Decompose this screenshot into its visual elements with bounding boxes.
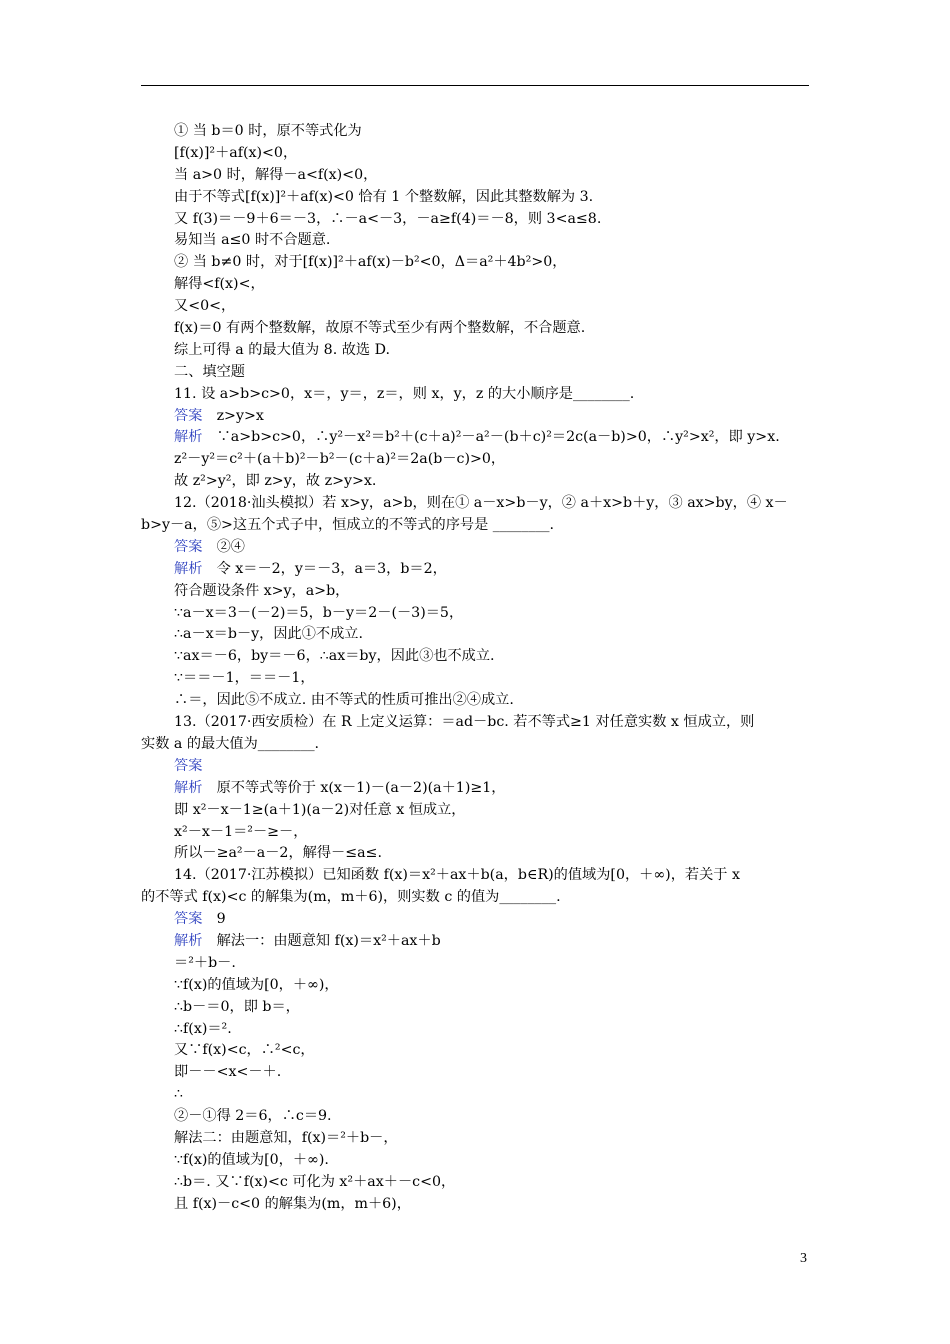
line-text: 易知当 a≤0 时不合题意. bbox=[174, 232, 331, 249]
line-text: ∴a－x＝b－y，因此①不成立. bbox=[174, 626, 363, 643]
line-text: ②④ bbox=[216, 538, 245, 555]
text-line bbox=[141, 209, 811, 231]
text-line bbox=[141, 1084, 811, 1106]
text-line bbox=[141, 493, 811, 515]
line-text: 14.（2017·江苏模拟）已知函数 f(x)＝x²＋ax＋b(a，b∈R)的值域为[0，＋∞)，若关于 x bbox=[174, 867, 740, 884]
text-line bbox=[141, 340, 811, 362]
line-text: 所以－≥a²－a－2，解得－≤a≤. bbox=[174, 845, 382, 862]
text-line bbox=[141, 362, 811, 384]
answer-tag: 答案 bbox=[174, 757, 203, 774]
text-line bbox=[141, 975, 811, 997]
line-text: f(x)＝0 有两个整数解，故原不等式至少有两个整数解，不合题意. bbox=[174, 320, 586, 337]
text-line bbox=[141, 1172, 811, 1194]
line-text: 解法二：由题意知，f(x)＝²＋b－， bbox=[174, 1129, 398, 1146]
line-text: 又<0<， bbox=[174, 298, 236, 315]
text-line bbox=[141, 603, 811, 625]
text-line bbox=[141, 230, 811, 252]
line-text: 解法一：由题意知 f(x)＝x²＋ax＋b bbox=[216, 932, 441, 949]
line-text: 即－－<x<－＋. bbox=[174, 1064, 282, 1081]
line-text: ① 当 b＝0 时，原不等式化为 bbox=[174, 123, 362, 139]
text-line bbox=[141, 756, 811, 778]
answer-tag: 解析 bbox=[174, 560, 203, 577]
text-line bbox=[141, 931, 811, 953]
text-line bbox=[141, 1019, 811, 1041]
answer-tag: 解析 bbox=[174, 429, 203, 446]
line-text: ∴ bbox=[174, 1086, 184, 1103]
line-text: ∴＝，因此⑤不成立. 由不等式的性质可推出②④成立. bbox=[174, 692, 514, 709]
text-line bbox=[141, 865, 811, 887]
line-text: ∵f(x)的值域为[0，＋∞). bbox=[174, 1151, 329, 1168]
line-text: ＝²＋b－. bbox=[174, 954, 236, 971]
line-text: 符合题设条件 x>y，a>b， bbox=[174, 582, 350, 599]
line-text: 由于不等式[f(x)]²＋af(x)<0 恰有 1 个整数解，因此其整数解为 3. bbox=[174, 188, 594, 205]
line-text: 9 bbox=[216, 911, 226, 928]
line-text: 令 x＝－2，y＝－3，a＝3，b＝2， bbox=[216, 560, 447, 577]
text-line bbox=[141, 646, 811, 668]
line-text: ∵ax＝－6，by＝－6，∴ax＝by，因此③也不成立. bbox=[174, 648, 495, 665]
document-body bbox=[141, 121, 811, 1216]
text-line bbox=[141, 1062, 811, 1084]
line-text: b>y－a，⑤>这五个式子中，恒成立的不等式的序号是 ________. bbox=[141, 517, 555, 534]
line-text: 解得<f(x)<， bbox=[174, 276, 265, 293]
text-line bbox=[141, 449, 811, 471]
line-text: 综上可得 a 的最大值为 8. 故选 D. bbox=[174, 341, 390, 358]
answer-tag: 解析 bbox=[174, 779, 203, 796]
page-number: 3 bbox=[800, 1251, 807, 1266]
line-text: ∴b＝. 又∵f(x)<c 可化为 x²＋ax＋－c<0， bbox=[174, 1173, 456, 1190]
line-text: 13.（2017·西安质检）在 R 上定义运算：＝ad－bc. 若不等式≥1 对任意实数 x 恒成立，则 bbox=[174, 714, 755, 731]
line-text: 又∵f(x)<c，∴²<c， bbox=[174, 1042, 315, 1059]
text-line bbox=[141, 471, 811, 493]
text-line bbox=[141, 1128, 811, 1150]
text-line bbox=[141, 822, 811, 844]
line-text: x²－x－1＝²－≥－， bbox=[174, 823, 308, 840]
line-text: ∵a－x＝3－(－2)＝5，b－y＝2－(－3)＝5， bbox=[174, 604, 464, 621]
line-text: 实数 a 的最大值为________. bbox=[141, 735, 320, 752]
text-line bbox=[141, 734, 811, 756]
text-line bbox=[141, 1040, 811, 1062]
line-text: z²－y²＝c²＋(a＋b)²－b²－(c＋a)²＝2a(b－c)>0， bbox=[174, 451, 506, 468]
text-line bbox=[141, 778, 811, 800]
text-line bbox=[141, 624, 811, 646]
text-line bbox=[141, 668, 811, 690]
text-line bbox=[141, 1194, 811, 1216]
text-line bbox=[141, 953, 811, 975]
line-text: 二、填空题 bbox=[174, 363, 245, 380]
line-text: ∴f(x)＝². bbox=[174, 1020, 232, 1037]
line-text: ∵a>b>c>0，∴y²－x²＝b²＋(c＋a)²－a²－(b＋c)²＝2c(a－b)>0，∴y²>x²，即 y>x. bbox=[216, 429, 780, 446]
line-text: ∵＝＝－1，＝＝－1， bbox=[174, 670, 315, 687]
text-line bbox=[141, 296, 811, 318]
text-line bbox=[141, 252, 811, 274]
line-text: ②－①得 2＝6，∴c＝9. bbox=[174, 1108, 332, 1125]
text-line bbox=[141, 909, 811, 931]
line-text: [f(x)]²＋af(x)<0， bbox=[174, 144, 298, 161]
text-line bbox=[141, 274, 811, 296]
line-text: 11. 设 a>b>c>0，x＝，y＝，z＝，则 x，y，z 的大小顺序是________. bbox=[174, 385, 635, 402]
text-line bbox=[141, 712, 811, 734]
text-line bbox=[141, 121, 811, 143]
header-rule bbox=[141, 85, 809, 86]
text-line bbox=[141, 690, 811, 712]
text-line bbox=[141, 1150, 811, 1172]
text-line bbox=[141, 800, 811, 822]
text-line bbox=[141, 406, 811, 428]
line-text: 当 a>0 时，解得－a<f(x)<0， bbox=[174, 166, 378, 183]
line-text: 原不等式等价于 x(x－1)－(a－2)(a＋1)≥1， bbox=[216, 779, 506, 796]
line-text: 12.（2018·汕头模拟）若 x>y，a>b，则在① a－x>b－y，② a＋x>b＋y，③ ax>by，④ x－ bbox=[174, 495, 788, 512]
text-line bbox=[141, 427, 811, 449]
line-text: z>y>x bbox=[216, 407, 264, 424]
text-line bbox=[141, 843, 811, 865]
line-text: 且 f(x)－c<0 的解集为(m，m＋6)， bbox=[174, 1195, 411, 1212]
text-line bbox=[141, 1106, 811, 1128]
text-line bbox=[141, 997, 811, 1019]
text-line bbox=[141, 143, 811, 165]
line-text: ∴b－＝0，即 b＝， bbox=[174, 998, 300, 1015]
answer-tag: 答案 bbox=[174, 407, 203, 424]
text-line bbox=[141, 384, 811, 406]
answer-tag: 答案 bbox=[174, 538, 203, 555]
line-text: 又 f(3)＝－9＋6＝－3，∴－a<－3，－a≥f(4)＝－8，则 3<a≤8. bbox=[174, 210, 602, 227]
line-text: 即 x²－x－1≥(a＋1)(a－2)对任意 x 恒成立， bbox=[174, 801, 466, 818]
line-text: ② 当 b≠0 时，对于[f(x)]²＋af(x)－b²<0，Δ＝a²＋4b²>0， bbox=[174, 254, 567, 271]
text-line bbox=[141, 318, 811, 340]
text-line bbox=[141, 515, 811, 537]
answer-tag: 答案 bbox=[174, 911, 203, 928]
line-text: 的不等式 f(x)<c 的解集为(m，m＋6)，则实数 c 的值为________. bbox=[141, 889, 561, 906]
line-text: 故 z²>y²，即 z>y，故 z>y>x. bbox=[174, 473, 377, 490]
text-line bbox=[141, 165, 811, 187]
text-line bbox=[141, 559, 811, 581]
text-line bbox=[141, 187, 811, 209]
text-line bbox=[141, 887, 811, 909]
text-line bbox=[141, 581, 811, 603]
line-text: ∵f(x)的值域为[0，＋∞)， bbox=[174, 976, 339, 993]
text-line bbox=[141, 537, 811, 559]
answer-tag: 解析 bbox=[174, 932, 203, 949]
